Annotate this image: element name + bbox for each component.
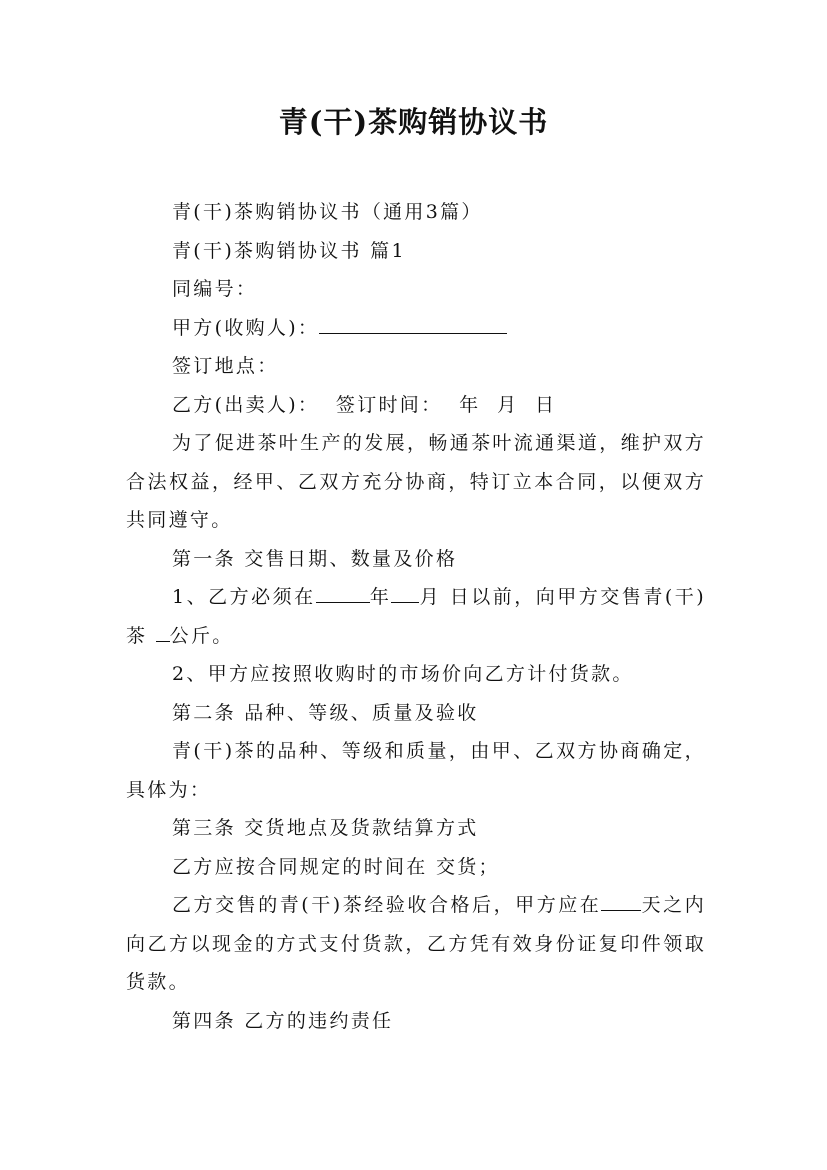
article-3-heading: 第三条 交货地点及货款结算方式 bbox=[172, 817, 479, 839]
sign-place-line: 签订地点： bbox=[172, 355, 279, 377]
article-1-item-1-part-a: 1、乙方必须在 bbox=[172, 586, 316, 608]
article-1-item-2: 2、甲方应按照收购时的市场价向乙方计付货款。 bbox=[172, 663, 634, 685]
subtitle-line: 青(干)茶购销协议书（通用3篇） bbox=[172, 201, 483, 223]
party-b-line: 乙方(出卖人)： 签订时间： 年 月 日 bbox=[172, 393, 557, 416]
article-3-body-2 bbox=[126, 886, 706, 1002]
party-a-label: 甲方(收购人)： bbox=[172, 316, 320, 339]
party-a-line bbox=[126, 309, 706, 348]
year-blank bbox=[316, 582, 370, 603]
article-3-body-2-part-b: 天之内向乙方以现金的方式支付货款，乙方凭有效身份证复印件领取货款。 bbox=[126, 894, 706, 993]
part-heading: 青(干)茶购销协议书 篇1 bbox=[172, 239, 406, 262]
party-a-blank bbox=[319, 313, 507, 334]
intro-paragraph: 为了促进茶叶生产的发展，畅通茶叶流通渠道，维护双方合法权益，经甲、乙双方充分协商，特订立本合同，以便双方共同遵守。 bbox=[126, 432, 706, 531]
article-1-item-1-part-d: 公斤。 bbox=[169, 624, 234, 647]
document-title: 青(干)茶购销协议书 bbox=[278, 105, 549, 139]
article-2-heading: 第二条 品种、等级、质量及验收 bbox=[172, 701, 479, 724]
article-3-body-2-part-a: 乙方交售的青(干)茶经验收合格后，甲方应在 bbox=[172, 894, 602, 916]
days-blank bbox=[601, 890, 641, 911]
article-1-item-1-part-c: 月 日以前，向甲方交售青(干)茶 bbox=[126, 586, 706, 647]
article-4-heading: 第四条 乙方的违约责任 bbox=[172, 1009, 394, 1032]
month-blank bbox=[391, 582, 419, 603]
article-2-body: 青(干)茶的品种、等级和质量，由甲、乙双方协商确定，具体为： bbox=[126, 740, 706, 801]
document-body bbox=[126, 193, 706, 1040]
quantity-blank bbox=[156, 621, 170, 642]
article-1-heading: 第一条 交售日期、数量及价格 bbox=[172, 547, 458, 570]
article-1-item-1 bbox=[126, 578, 706, 655]
article-1-item-1-part-b: 年 bbox=[369, 586, 392, 608]
contract-number-line: 同编号： bbox=[172, 278, 258, 300]
article-3-body-1: 乙方应按合同规定的时间在 交货； bbox=[172, 855, 500, 878]
